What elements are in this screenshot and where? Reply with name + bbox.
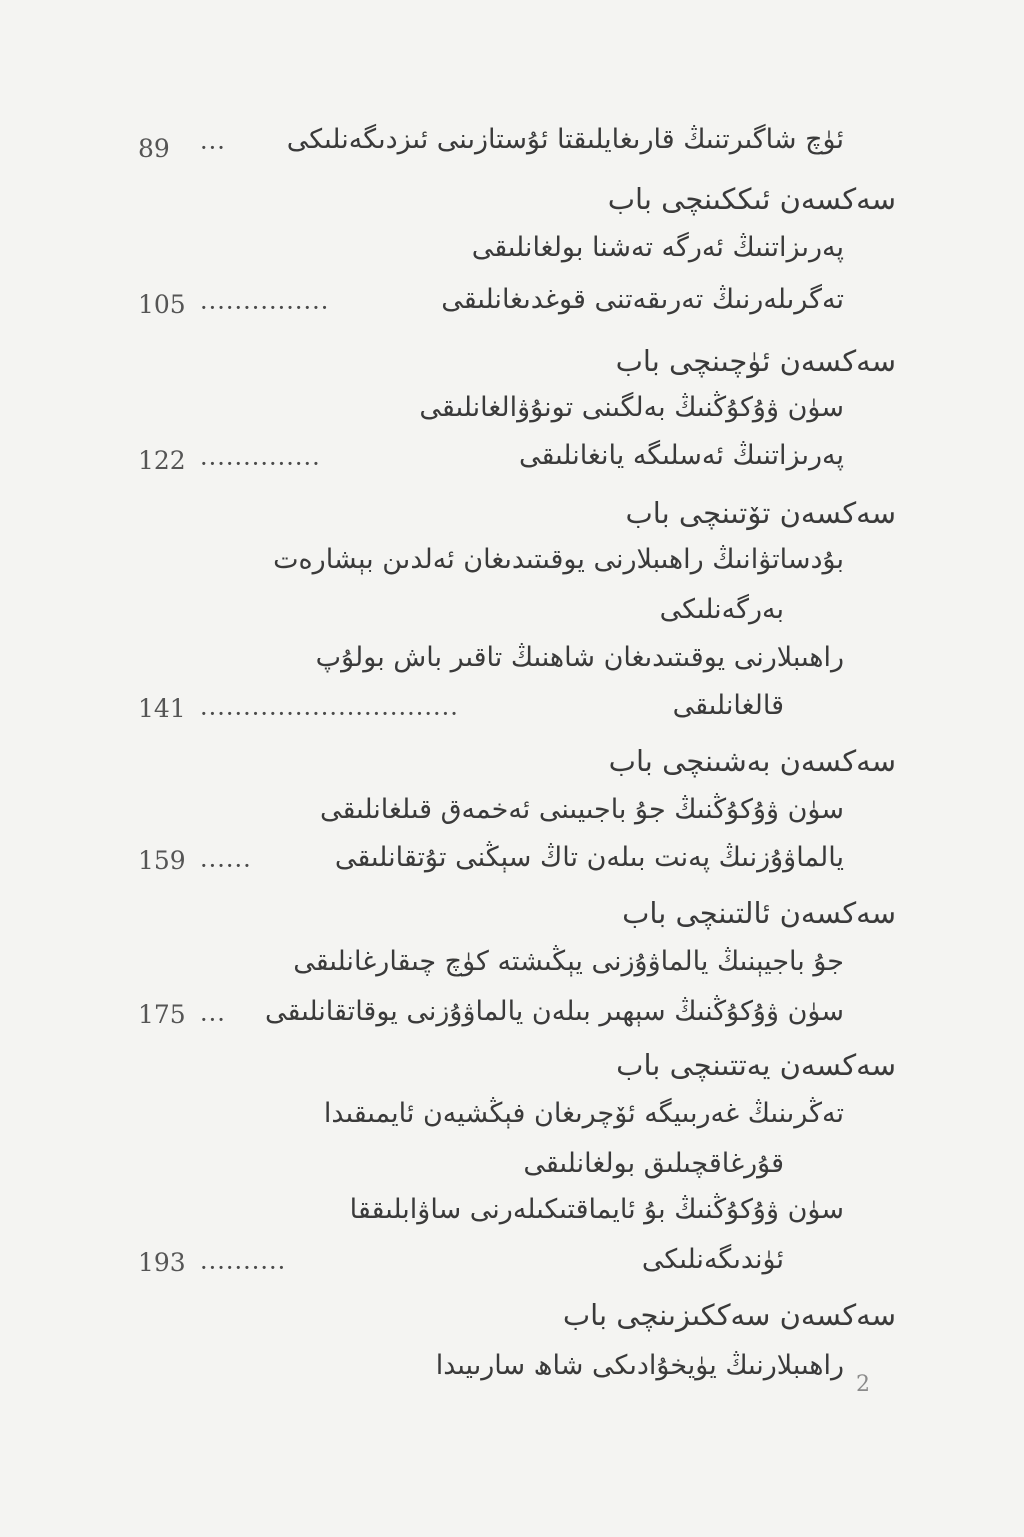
toc-entry-text: ئۈچ شاگىرتنىڭ قارىغايلىقتا ئۇستازىنى ئىزدىگەنلىكى [286, 124, 844, 155]
toc-entry-text: سۈن ۋۇكۇڭنىڭ سېھىر بىلەن يالماۋۇزنى يوقاتقانلىقى [265, 996, 844, 1027]
chapter-heading: سەكسەن يەتتىنچى باب [616, 1048, 896, 1082]
toc-page-number: 141 [138, 694, 186, 723]
toc-entry-text: پەرىزاتنىڭ ئەسلىگە يانغانلىقى [518, 440, 844, 471]
chapter-heading: سەكسەن بەشىنچى باب [608, 744, 896, 778]
toc-entry-text: ئۈندىگەنلىكى [641, 1244, 784, 1275]
dot-leader: ······ [200, 852, 252, 880]
toc-entry-text: سۈن ۋۇكۇڭنىڭ جۇ باجىيىنى ئەخمەق قىلغانلىقى [320, 794, 844, 825]
toc-entry-text: بەرگەنلىكى [659, 594, 784, 625]
toc-entry-text: پەرىزاتنىڭ ئەرگە تەشنا بولغانلىقى [471, 232, 844, 263]
chapter-heading: سەكسەن ئىككىنچى باب [607, 182, 896, 216]
toc-page-number: 175 [138, 1000, 186, 1029]
chapter-heading: سەكسەن ئۈچىنچى باب [615, 344, 896, 378]
page-folio-number: 2 [856, 1372, 870, 1397]
toc-entry-text: بۇدساتۋانىڭ راھىبلارنى يوقىتىدىغان ئەلدىن بېشارەت [273, 544, 844, 575]
toc-page-number: 89 [138, 134, 170, 163]
dot-leader: ··· [200, 134, 226, 162]
toc-entry-text: سۈن ۋۇكۇڭنىڭ بەلگىنى تونۇۋالغانلىقى [419, 392, 844, 423]
toc-entry-text: يالماۋۇزنىڭ پەنت بىلەن تاڭ سېڭنى تۇتقانلىقى [334, 842, 844, 873]
toc-page-number: 105 [138, 290, 186, 319]
toc-entry-text: راھىبلارنىڭ يۈيخۇادىكى شاھ سارىيىدا [435, 1350, 844, 1381]
toc-page-number: 122 [138, 446, 186, 475]
toc-entry-text: راھىبلارنى يوقىتىدىغان شاھنىڭ تاقىر باش بولۇپ [315, 642, 844, 673]
toc-entry-text: سۈن ۋۇكۇڭنىڭ بۇ ئايماقتىكىلەرنى ساۋابلىققا [349, 1194, 844, 1225]
toc-entry-text: تەڭرىنىڭ غەربىيگە ئۆچرىغان فېڭشيەن ئايمىقىدا [323, 1098, 844, 1129]
dot-leader: ·············· [200, 450, 321, 478]
chapter-heading: سەكسەن سەككىزىنچى باب [562, 1298, 896, 1332]
toc-entry-text: قالغانلىقى [672, 690, 784, 721]
dot-leader: ······························ [200, 700, 459, 728]
dot-leader: ·········· [200, 1254, 287, 1282]
toc-entry-text: جۇ باجيېنىڭ يالماۋۇزنى يېڭىشتە كۈچ چىقارغانلىقى [293, 946, 844, 977]
toc-entry-text: تەگرىلەرنىڭ تەرىقەتنى قوغدىغانلىقى [441, 284, 844, 315]
chapter-heading: سەكسەن تۆتىنچى باب [625, 496, 896, 530]
dot-leader: ··············· [200, 294, 330, 322]
dot-leader: ··· [200, 1006, 226, 1034]
toc-page-number: 193 [138, 1248, 186, 1277]
chapter-heading: سەكسەن ئالتىنچى باب [622, 896, 896, 930]
toc-entry-text: قۇرغاقچىلىق بولغانلىقى [523, 1148, 784, 1179]
toc-page-number: 159 [138, 846, 186, 875]
